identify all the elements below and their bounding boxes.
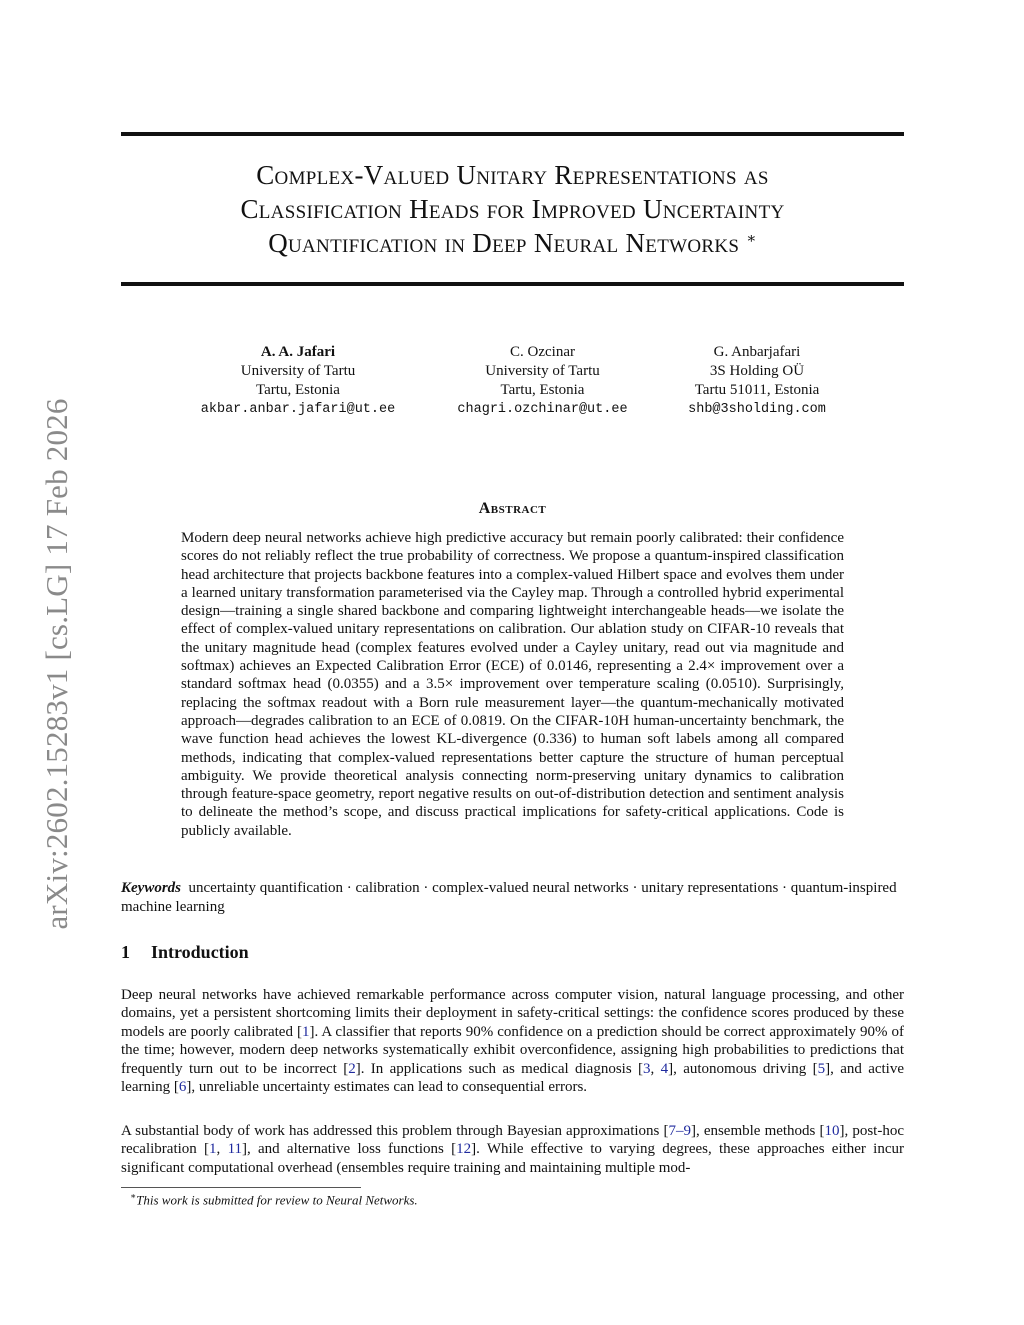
citation-link[interactable]: 1: [209, 1141, 217, 1158]
author-block-2: [440, 343, 645, 419]
keywords: [121, 879, 904, 916]
title-line-2: Classification Heads for Improved Uncertainty: [240, 194, 785, 224]
citation-link[interactable]: 7–9: [668, 1123, 691, 1139]
text-run: ], ensemble methods [: [690, 1123, 825, 1139]
section-number: 1: [121, 942, 130, 962]
author-name: G. Anbarjafari: [713, 344, 801, 360]
citation-link[interactable]: 3: [643, 1060, 651, 1077]
citation-link[interactable]: 4: [660, 1060, 669, 1077]
citation-link[interactable]: 5: [817, 1060, 826, 1077]
author-affiliation: 3S Holding OÜ: [709, 363, 805, 379]
title-line-3: Quantification in Deep Neural Networks: [268, 228, 740, 258]
footnote: [130, 1191, 418, 1208]
keywords-text: uncertainty quantification · calibration · complex-valued neural networks · unitary representations · quantum-inspired machine learning: [121, 880, 897, 915]
citation-link[interactable]: 12: [456, 1141, 472, 1158]
citation-link[interactable]: 2: [348, 1060, 356, 1077]
author-affiliation: University of Tartu: [485, 363, 600, 379]
title-line-1: Complex-Valued Unitary Representations as: [256, 160, 769, 190]
title-rule-top: [121, 132, 904, 136]
text-run: Deep neural networks have achieved remarkable performance across computer vision, natural language processing, and other domains, yet a persistent shortcoming limits their deployment in safety-critical settings: the confidence scores produced by these models are poorly calibrated [: [121, 987, 904, 1040]
author-email[interactable]: shb@3sholding.com: [688, 402, 826, 417]
text-run: ], unreliable uncertainty estimates can lead to consequential errors.: [186, 1079, 588, 1096]
section-title: Introduction: [151, 942, 249, 962]
footnote-mark: ∗: [130, 1191, 137, 1201]
title-footnote-mark: ∗: [746, 231, 757, 247]
text-run: ], post-hoc recalibration [: [121, 1123, 905, 1158]
author-location: Tartu 51011, Estonia: [694, 382, 820, 398]
footnote-rule: [121, 1187, 361, 1188]
author-affiliation: University of Tartu: [240, 363, 356, 379]
paper-title: [121, 158, 904, 260]
author-block-1: [188, 343, 408, 419]
author-location: Tartu, Estonia: [256, 382, 340, 398]
abstract-heading: Abstract: [478, 500, 547, 517]
text-run: ], and active learning [: [121, 1060, 905, 1096]
author-email[interactable]: akbar.anbar.jafari@ut.ee: [200, 402, 396, 417]
section-heading: [121, 942, 249, 963]
author-name: C. Ozcinar: [510, 344, 575, 360]
keywords-label: Keywords: [121, 880, 181, 896]
intro-paragraph-1: [121, 986, 904, 1096]
text-run: ], and alternative loss functions [: [242, 1141, 457, 1158]
text-run: ,: [650, 1060, 661, 1077]
text-run: A substantial body of work has addressed this problem through Bayesian approximations [: [121, 1123, 669, 1139]
text-run: ,: [216, 1141, 228, 1158]
intro-paragraph-2: [121, 1122, 904, 1177]
citation-link[interactable]: 1: [301, 1023, 310, 1040]
citation-link[interactable]: 10: [824, 1123, 840, 1139]
text-run: ], autonomous driving [: [668, 1060, 818, 1077]
arxiv-identifier: arXiv:2602.15283v1 [cs.LG] 17 Feb 2026: [39, 398, 74, 930]
title-rule-bottom: [121, 282, 904, 286]
text-run: ]. In applications such as medical diagnosis [: [355, 1060, 644, 1077]
author-location: Tartu, Estonia: [500, 382, 585, 398]
author-block-3: [664, 343, 850, 419]
abstract-text: Modern deep neural networks achieve high predictive accuracy but remain poorly calibrated: their confidence scores do not reliably reflect the true probability of correctness. We propose a quantum-inspired classification head architecture that projects backbone features into a complex-valued Hilbert space and evolves them under a learned unitary transformation parameterised via the Cayley map. Through a controlled hybrid experimental design—training a single shared backbone and comparing lightweight interchangeable heads—we isolate the effect of complex-valued unitary representations on calibration. Our ablation study on CIFAR-10 reveals that the unitary magnitude head (complex features evolved under a Cayley unitary, read out via magnitude and softmax) achieves an Expected Calibration Error (ECE) of 0.0146, representing a 2.4× improvement over a standard softmax head (0.0355) and a 3.5× improvement over temperature scaling (0.0510). Surprisingly, replacing the softmax readout with a Born rule measurement layer—the quantum-mechanically motivated approach—degrades calibration to an ECE of 0.0819. On the CIFAR-10H human-uncertainty benchmark, the wave function head achieves the lowest KL-divergence (0.336) to human soft labels among all compared methods, indicating that complex-valued representations better capture the structure of human perceptual ambiguity. We provide theoretical analysis connecting norm-preserving unitary dynamics to calibration through feature-space geometry, report negative results on out-of-distribution detection and sentiment analysis to delineate the method’s scope, and discuss practical implications for safety-critical applications. Code is publicly available.: [181, 530, 844, 839]
citation-link[interactable]: 11: [227, 1141, 243, 1158]
citation-link[interactable]: 6: [178, 1079, 187, 1096]
text-run: ]. While effective to varying degrees, these approaches either incur significant computational overhead (ensembles require training and maintaining multiple mod-: [121, 1141, 905, 1176]
text-run: ]. A classifier that reports 90% confidence on a prediction should be correct approximately 90% of the time; however, modern deep networks systematically exhibit overconfidence, assigning high probabilities to predictions that frequently turn out to be incorrect [: [121, 1023, 904, 1077]
footnote-text: This work is submitted for review to Neural Networks.: [136, 1192, 418, 1208]
author-email[interactable]: chagri.ozchinar@ut.ee: [457, 402, 628, 417]
author-name: A. A. Jafari: [260, 344, 336, 360]
